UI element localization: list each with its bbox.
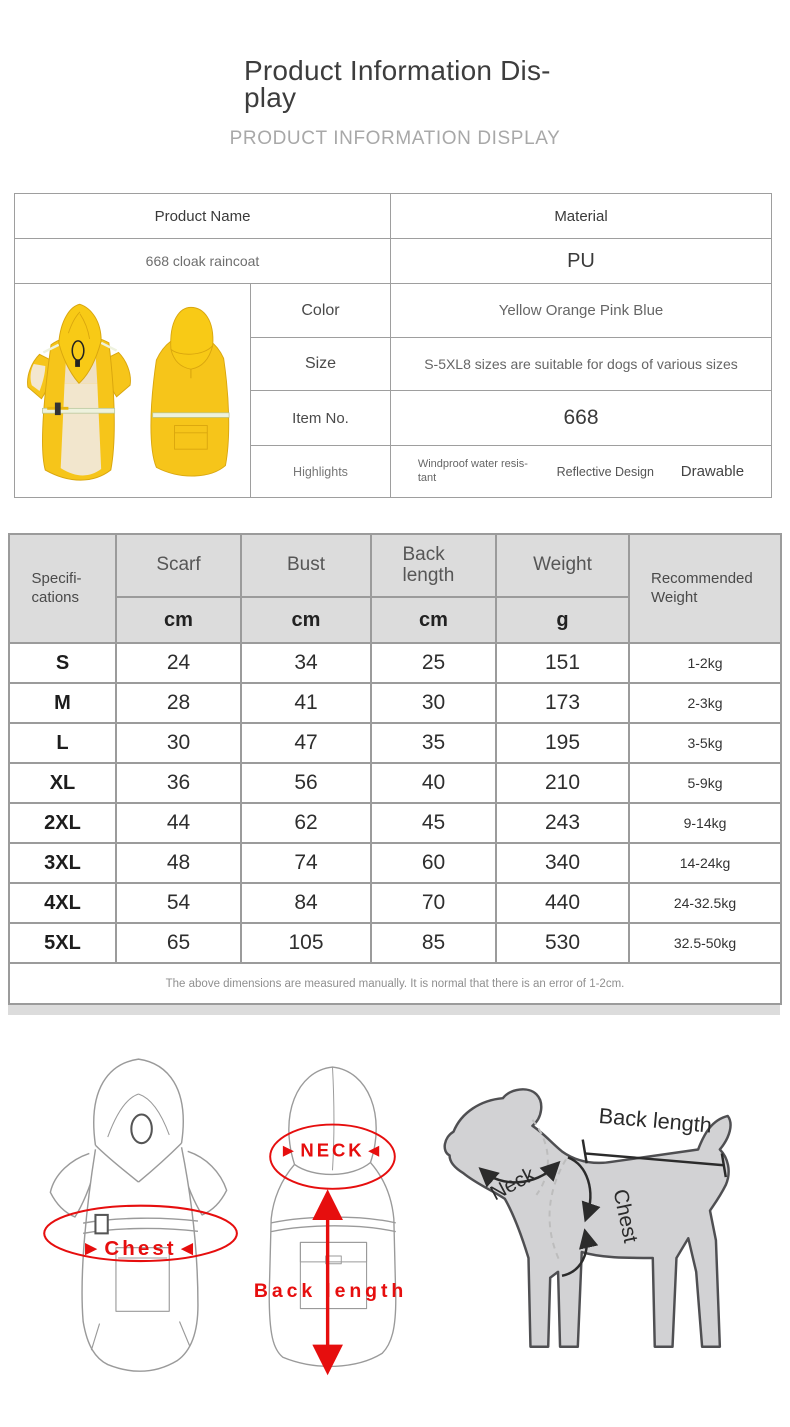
back-length-annotation: Back length: [253, 1279, 408, 1302]
raincoat-front-photo: [26, 291, 132, 491]
highlight-reflective: Reflective Design: [556, 464, 654, 479]
scarf-unit: cm: [116, 597, 241, 643]
recommended-value: 32.5-50kg: [629, 923, 781, 963]
recommended-value: 3-5kg: [629, 723, 781, 763]
back-value: 40: [371, 763, 496, 803]
weight-value: 530: [496, 923, 629, 963]
back-length-unit: cm: [371, 597, 496, 643]
scarf-value: 54: [116, 883, 241, 923]
size-row-m: [9, 683, 781, 723]
info-value-row: [15, 239, 772, 284]
product-photos: [15, 285, 250, 497]
highlights-values: [391, 446, 772, 498]
note-row: [9, 963, 781, 1004]
size-label: M: [9, 683, 116, 723]
back-value: 30: [371, 683, 496, 723]
recommended-value: 14-24kg: [629, 843, 781, 883]
weight-value: 210: [496, 763, 629, 803]
size-row-l: [9, 723, 781, 763]
right-arrow-icon: ◄: [176, 1236, 201, 1260]
size-label: 5XL: [9, 923, 116, 963]
bust-value: 84: [241, 883, 371, 923]
right-arrow-icon: ◄: [364, 1139, 386, 1161]
size-chart-header-row: [9, 534, 781, 597]
back-value: 70: [371, 883, 496, 923]
color-label: Color: [251, 284, 391, 338]
weight-value: 195: [496, 723, 629, 763]
bust-value: 41: [241, 683, 371, 723]
recommended-weight-header: Recommended Weight: [629, 534, 781, 643]
size-label: L: [9, 723, 116, 763]
size-row-5xl: [9, 923, 781, 963]
back-value: 45: [371, 803, 496, 843]
bust-header: Bust: [241, 534, 371, 597]
coat-back-sketch: [240, 1046, 425, 1391]
weight-unit: g: [496, 597, 629, 643]
scarf-value: 30: [116, 723, 241, 763]
dog-neck-label: Neck: [486, 1162, 539, 1206]
bust-value: 56: [241, 763, 371, 803]
back-value: 60: [371, 843, 496, 883]
product-info-table: [14, 193, 772, 498]
specifications-header: Specifi-cations: [9, 534, 116, 643]
size-row-3xl: [9, 843, 781, 883]
bust-value: 34: [241, 643, 371, 683]
size-label: S: [9, 643, 116, 683]
color-value: Yellow Orange Pink Blue: [391, 284, 772, 338]
page-subtitle: PRODUCT INFORMATION DISPLAY: [229, 128, 561, 149]
coat-front-sketch: [36, 1046, 241, 1391]
weight-value: 151: [496, 643, 629, 683]
scarf-header: Scarf: [116, 534, 241, 597]
scarf-value: 36: [116, 763, 241, 803]
back-length-header: Back length: [371, 534, 496, 597]
material-header: Material: [391, 194, 772, 239]
page-title: [244, 57, 551, 111]
size-row-2xl: [9, 803, 781, 843]
bust-value: 47: [241, 723, 371, 763]
material-value: PU: [391, 239, 772, 284]
page-title-line1: Product Information Dis-: [244, 55, 551, 86]
raincoat-back-photo: [140, 291, 240, 491]
size-chart-section: [8, 533, 780, 1015]
product-name-header: Product Name: [15, 194, 391, 239]
item-no-label: Item No.: [251, 391, 391, 446]
item-no-value: 668: [391, 391, 772, 446]
scarf-value: 44: [116, 803, 241, 843]
size-value: S-5XL8 sizes are suitable for dogs of various sizes: [391, 338, 772, 391]
scarf-value: 65: [116, 923, 241, 963]
scarf-value: 28: [116, 683, 241, 723]
page-title-line2: play: [244, 82, 297, 113]
size-label: XL: [9, 763, 116, 803]
recommended-value: 2-3kg: [629, 683, 781, 723]
chest-annotation: ►Chest◄: [81, 1236, 201, 1260]
bust-value: 105: [241, 923, 371, 963]
bust-unit: cm: [241, 597, 371, 643]
back-value: 85: [371, 923, 496, 963]
weight-value: 340: [496, 843, 629, 883]
size-label: Size: [251, 338, 391, 391]
size-label: 4XL: [9, 883, 116, 923]
bust-value: 74: [241, 843, 371, 883]
weight-header: Weight: [496, 534, 629, 597]
bust-value: 62: [241, 803, 371, 843]
weight-value: 173: [496, 683, 629, 723]
size-row-4xl: [9, 883, 781, 923]
size-label: 2XL: [9, 803, 116, 843]
dog-measurement-diagram: [418, 1058, 783, 1383]
dog-back-length-label: Back length: [597, 1102, 713, 1138]
info-header-row: [15, 194, 772, 239]
highlight-windproof: Windproof water resis-tant: [417, 457, 528, 484]
recommended-value: 5-9kg: [629, 763, 781, 803]
size-row-s: [9, 643, 781, 683]
highlight-drawable: Drawable: [680, 463, 745, 480]
dog-chest-label: Chest: [608, 1187, 643, 1245]
measurement-note: The above dimensions are measured manually. It is normal that there is an error of 1-2cm.: [9, 963, 781, 1004]
neck-annotation: ►NECK◄: [279, 1139, 386, 1161]
scarf-value: 48: [116, 843, 241, 883]
size-row-xl: [9, 763, 781, 803]
product-name-value: 668 cloak raincoat: [15, 239, 391, 284]
back-value: 35: [371, 723, 496, 763]
product-photos-cell: [15, 284, 251, 498]
size-label: 3XL: [9, 843, 116, 883]
recommended-value: 1-2kg: [629, 643, 781, 683]
recommended-value: 9-14kg: [629, 803, 781, 843]
weight-value: 243: [496, 803, 629, 843]
scarf-value: 24: [116, 643, 241, 683]
size-chart-table: [8, 533, 782, 1005]
recommended-value: 24-32.5kg: [629, 883, 781, 923]
color-row: [15, 284, 772, 338]
weight-value: 440: [496, 883, 629, 923]
back-value: 25: [371, 643, 496, 683]
left-arrow-icon: ►: [279, 1139, 301, 1161]
highlights-label: Highlights: [251, 446, 391, 498]
left-arrow-icon: ►: [81, 1236, 105, 1260]
